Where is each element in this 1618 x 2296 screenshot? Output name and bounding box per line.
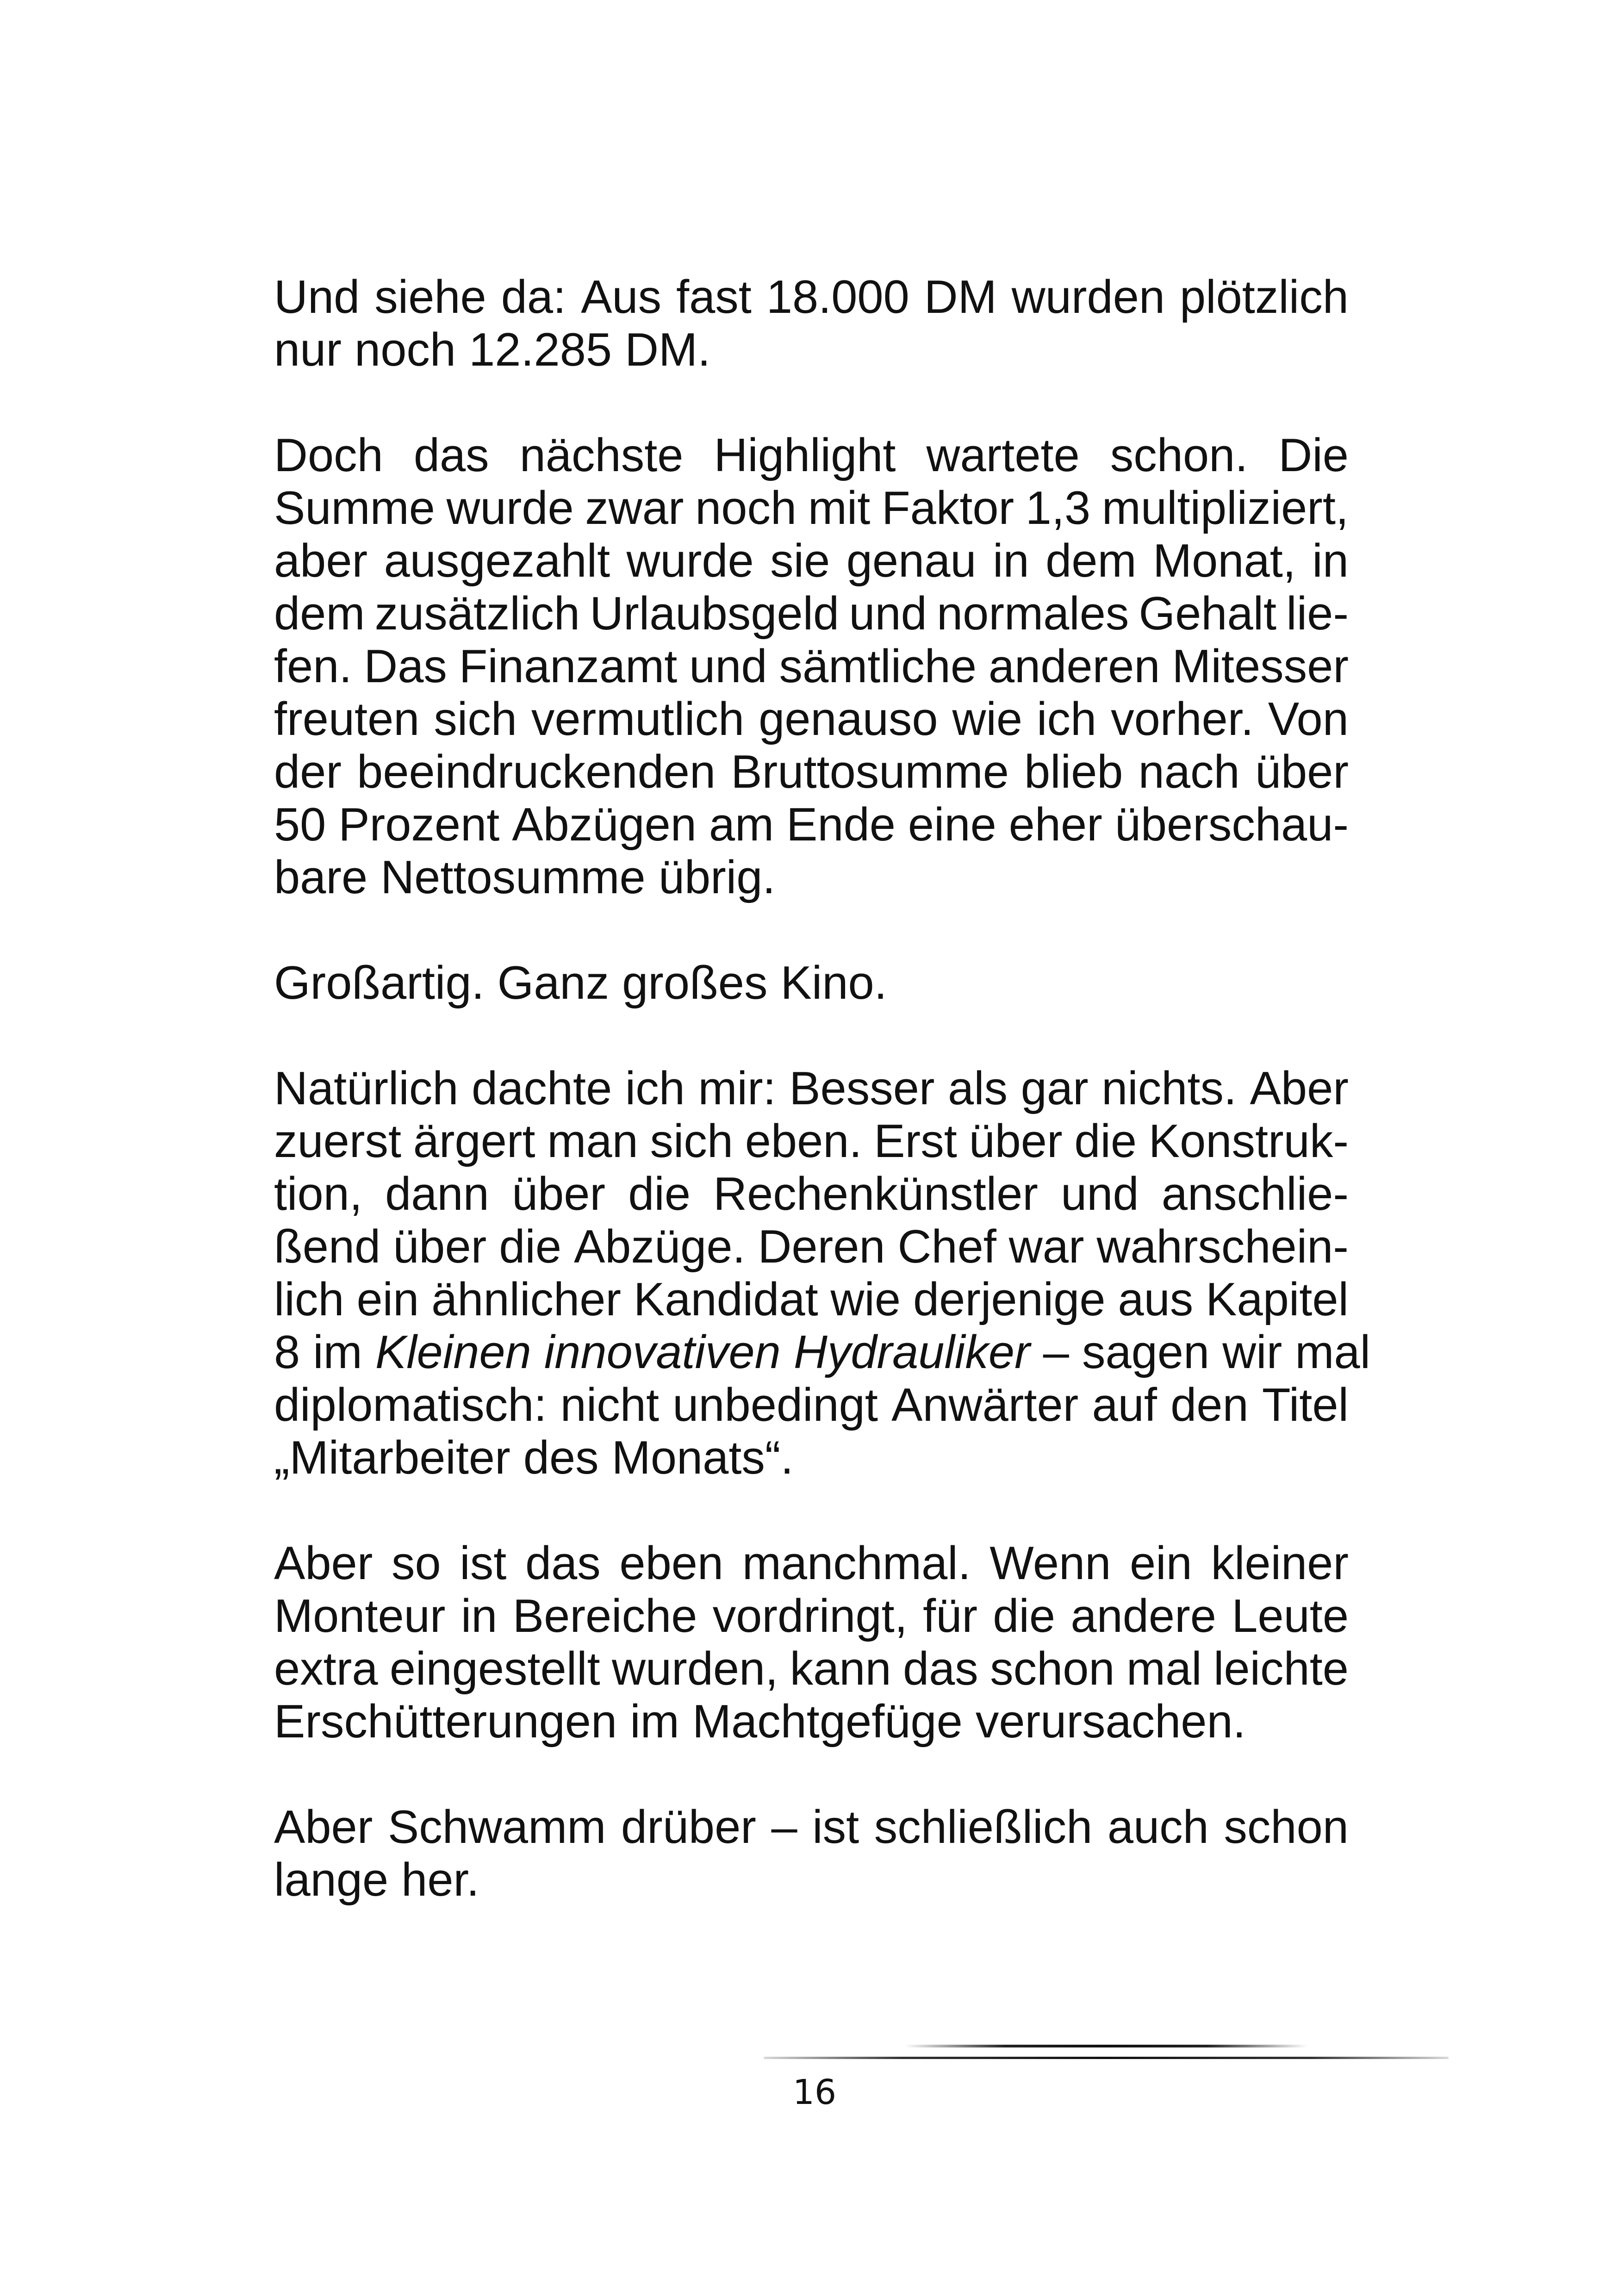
- word: in: [1312, 535, 1349, 587]
- word: gar: [1021, 1063, 1089, 1114]
- word: Summe: [274, 482, 435, 534]
- word: plötzlich: [1180, 271, 1349, 323]
- word: in: [993, 535, 1029, 587]
- word: Doch: [274, 429, 383, 481]
- word: in: [461, 1590, 498, 1642]
- word: am: [709, 799, 774, 851]
- word: über: [511, 1168, 606, 1220]
- word: ist: [460, 1537, 507, 1589]
- word: ich: [1037, 693, 1097, 745]
- word: wurden: [1011, 271, 1165, 323]
- word: nächste: [519, 429, 684, 481]
- word: überschau-: [1114, 799, 1349, 851]
- word: extra: [274, 1643, 378, 1695]
- word: die: [1074, 1115, 1137, 1167]
- word: Gehalt: [1139, 588, 1277, 640]
- text-line: [274, 1590, 1349, 1643]
- text-line: [274, 1537, 1349, 1590]
- word: Rechenkünstler: [713, 1168, 1038, 1220]
- page-number: 16: [792, 2072, 837, 2112]
- word: Abzügen: [512, 799, 697, 851]
- word: über: [393, 1221, 487, 1273]
- paragraph: [274, 957, 1349, 1009]
- word: normales: [937, 588, 1129, 640]
- word: siehe: [374, 271, 486, 323]
- word: sich: [434, 693, 517, 745]
- word: eher: [1008, 799, 1102, 851]
- text-line: [274, 798, 1349, 851]
- word: wie: [952, 693, 1023, 745]
- text-line: [274, 535, 1349, 587]
- word: zuerst: [274, 1115, 402, 1167]
- text-line: [274, 640, 1349, 693]
- word: lie-: [1286, 588, 1349, 640]
- text-line: nur noch 12.285 DM.: [274, 324, 711, 376]
- word: eine: [908, 799, 996, 851]
- word: zwar: [585, 482, 684, 534]
- word: aber: [274, 535, 368, 587]
- text-segment: 8 im: [274, 1326, 375, 1378]
- text-line: [274, 746, 1349, 798]
- word: Erst: [874, 1115, 957, 1167]
- word: ich: [625, 1063, 685, 1114]
- word: Natürlich: [274, 1063, 459, 1114]
- word: 18.000: [766, 271, 909, 323]
- word: das: [413, 429, 489, 481]
- word: schon: [1224, 1801, 1349, 1853]
- word: ein: [356, 1274, 419, 1325]
- word: aus: [1118, 1274, 1194, 1325]
- word: ßend: [274, 1221, 381, 1273]
- word: als: [948, 1063, 1008, 1114]
- word: Monat,: [1153, 535, 1296, 587]
- word: Mitesser: [1172, 641, 1349, 692]
- word: schon.: [1110, 429, 1248, 481]
- paragraph: [274, 429, 1349, 904]
- word: ein: [1130, 1537, 1192, 1589]
- word: manchmal.: [742, 1537, 971, 1589]
- word: nach: [1138, 746, 1240, 798]
- word: Titel: [1262, 1379, 1349, 1431]
- word: wurde: [626, 535, 754, 587]
- paragraph: [274, 1801, 1349, 1906]
- word: andere: [1070, 1590, 1216, 1642]
- text-line: Erschütterungen im Machtgefüge verursachen.: [274, 1696, 1246, 1748]
- word: der: [274, 746, 342, 798]
- word: die: [993, 1590, 1056, 1642]
- word: vermutlich: [531, 693, 745, 745]
- word: ärgert: [413, 1115, 535, 1167]
- word: die: [628, 1168, 691, 1220]
- word: wurden,: [611, 1643, 778, 1695]
- word: und: [689, 641, 767, 692]
- word: fast: [676, 271, 752, 323]
- word: leichte: [1213, 1643, 1349, 1695]
- text-line: [274, 1801, 1349, 1854]
- word: Anwärter: [891, 1379, 1079, 1431]
- text-line: [274, 482, 1349, 535]
- text-line: [274, 1220, 1349, 1273]
- word: das: [902, 1643, 978, 1695]
- word: freuten: [274, 693, 420, 745]
- word: schließlich: [874, 1801, 1093, 1853]
- word: Prozent: [338, 799, 500, 851]
- word: das: [525, 1537, 601, 1589]
- word: dem: [1045, 535, 1137, 587]
- word: und: [849, 588, 927, 640]
- paragraph: [274, 271, 1349, 376]
- paragraph: [274, 1537, 1349, 1748]
- word: wahrschein-: [1096, 1221, 1349, 1273]
- word: so: [391, 1537, 441, 1589]
- text-line: [274, 1643, 1349, 1695]
- text-line: [274, 271, 1349, 324]
- word: tion,: [274, 1168, 362, 1220]
- word: den: [1170, 1379, 1249, 1431]
- word: Das: [364, 641, 447, 692]
- footer-rule-bottom: [764, 2057, 1449, 2059]
- text-line: [274, 1168, 1349, 1220]
- word: Urlaubsgeld: [590, 588, 840, 640]
- word: 1,3: [1025, 482, 1091, 534]
- word: mal: [1126, 1643, 1202, 1695]
- word: wurde: [446, 482, 574, 534]
- word: Schwamm: [387, 1801, 606, 1853]
- word: ist: [812, 1801, 859, 1853]
- word: Bruttosumme: [731, 746, 1009, 798]
- body-text: [274, 271, 1371, 1906]
- word: dem: [274, 588, 365, 640]
- text-line: lange her.: [274, 1854, 479, 1906]
- word: Konstruk-: [1148, 1115, 1349, 1167]
- word: Und: [274, 271, 360, 323]
- word: Kandidat: [633, 1274, 818, 1325]
- word: lich: [274, 1274, 344, 1325]
- word: und: [1061, 1168, 1139, 1220]
- word: mit: [808, 482, 871, 534]
- word: sie: [770, 535, 830, 587]
- word: über: [1255, 746, 1349, 798]
- word: Highlight: [714, 429, 896, 481]
- word: multipliziert,: [1101, 482, 1349, 534]
- word: genauso: [759, 693, 938, 745]
- text-line: Großartig. Ganz großes Kino.: [274, 957, 887, 1009]
- word: Faktor: [881, 482, 1014, 534]
- word: zusätzlich: [374, 588, 580, 640]
- word: die: [499, 1221, 562, 1273]
- text-segment: – sagen wir mal: [1030, 1326, 1371, 1378]
- word: anschlie-: [1161, 1168, 1349, 1220]
- text-line: [274, 429, 1349, 482]
- word: Kapitel: [1206, 1274, 1349, 1325]
- word: Aus: [581, 271, 662, 323]
- word: mir:: [698, 1063, 776, 1114]
- word: vorher.: [1111, 693, 1254, 745]
- word: kleiner: [1211, 1537, 1349, 1589]
- paragraph: [274, 1062, 1371, 1484]
- word: über: [969, 1115, 1063, 1167]
- word: sämtliche: [779, 641, 977, 692]
- word: wie: [830, 1274, 901, 1325]
- word: dachte: [472, 1063, 612, 1114]
- word: Aber: [274, 1537, 373, 1589]
- word: 50: [274, 799, 326, 851]
- text-line: bare Nettosumme übrig.: [274, 852, 776, 903]
- word: war: [1008, 1221, 1084, 1273]
- word: Chef: [897, 1221, 996, 1273]
- word: eben: [619, 1537, 724, 1589]
- word: blieb: [1024, 746, 1123, 798]
- word: dann: [385, 1168, 489, 1220]
- text-line: [274, 1379, 1349, 1431]
- word: kann: [790, 1643, 891, 1695]
- word: sich: [650, 1115, 734, 1167]
- word: –: [771, 1801, 797, 1853]
- text-line: [274, 1062, 1349, 1115]
- word: genau: [846, 535, 977, 587]
- text-line: [274, 587, 1349, 640]
- word: schon: [990, 1643, 1115, 1695]
- word: vordringt,: [712, 1590, 908, 1642]
- text-line: [274, 693, 1349, 746]
- word: da:: [501, 271, 566, 323]
- word: Von: [1268, 693, 1349, 745]
- word: Bereiche: [512, 1590, 697, 1642]
- word: eingestellt: [389, 1643, 600, 1695]
- text-line: „Mitarbeiter des Monats“.: [274, 1432, 794, 1484]
- word: derjenige: [913, 1274, 1106, 1325]
- word: nicht: [560, 1379, 659, 1431]
- word: Monteur: [274, 1590, 446, 1642]
- text-line: [274, 1115, 1349, 1168]
- word: auf: [1092, 1379, 1157, 1431]
- word: ausgezahlt: [384, 535, 610, 587]
- word: unbedingt: [672, 1379, 878, 1431]
- word: Deren: [758, 1221, 885, 1273]
- word: drüber: [621, 1801, 756, 1853]
- word: eben.: [745, 1115, 862, 1167]
- word: Aber: [1250, 1063, 1349, 1114]
- word: wartete: [926, 429, 1080, 481]
- text-line: [274, 1326, 1371, 1379]
- word: anderen: [988, 641, 1160, 692]
- word: Leute: [1232, 1590, 1349, 1642]
- word: Besser: [789, 1063, 935, 1114]
- word: ähnlicher: [431, 1274, 622, 1325]
- word: diplomatisch:: [274, 1379, 547, 1431]
- word: für: [923, 1590, 977, 1642]
- word: Finanzamt: [459, 641, 678, 692]
- text-line: [274, 1273, 1349, 1326]
- word: beeindruckenden: [357, 746, 716, 798]
- word: noch: [695, 482, 797, 534]
- word: Abzüge.: [573, 1221, 746, 1273]
- footer-rule-top: [905, 2045, 1307, 2047]
- word: Wenn: [989, 1537, 1111, 1589]
- word: auch: [1107, 1801, 1209, 1853]
- word: Die: [1278, 429, 1349, 481]
- word: DM: [924, 271, 997, 323]
- word: fen.: [274, 641, 352, 692]
- word: Aber: [274, 1801, 373, 1853]
- word: Ende: [786, 799, 896, 851]
- word: man: [547, 1115, 638, 1167]
- word: nichts.: [1101, 1063, 1237, 1114]
- book-title: Kleinen innovativen Hydrauliker: [375, 1326, 1030, 1378]
